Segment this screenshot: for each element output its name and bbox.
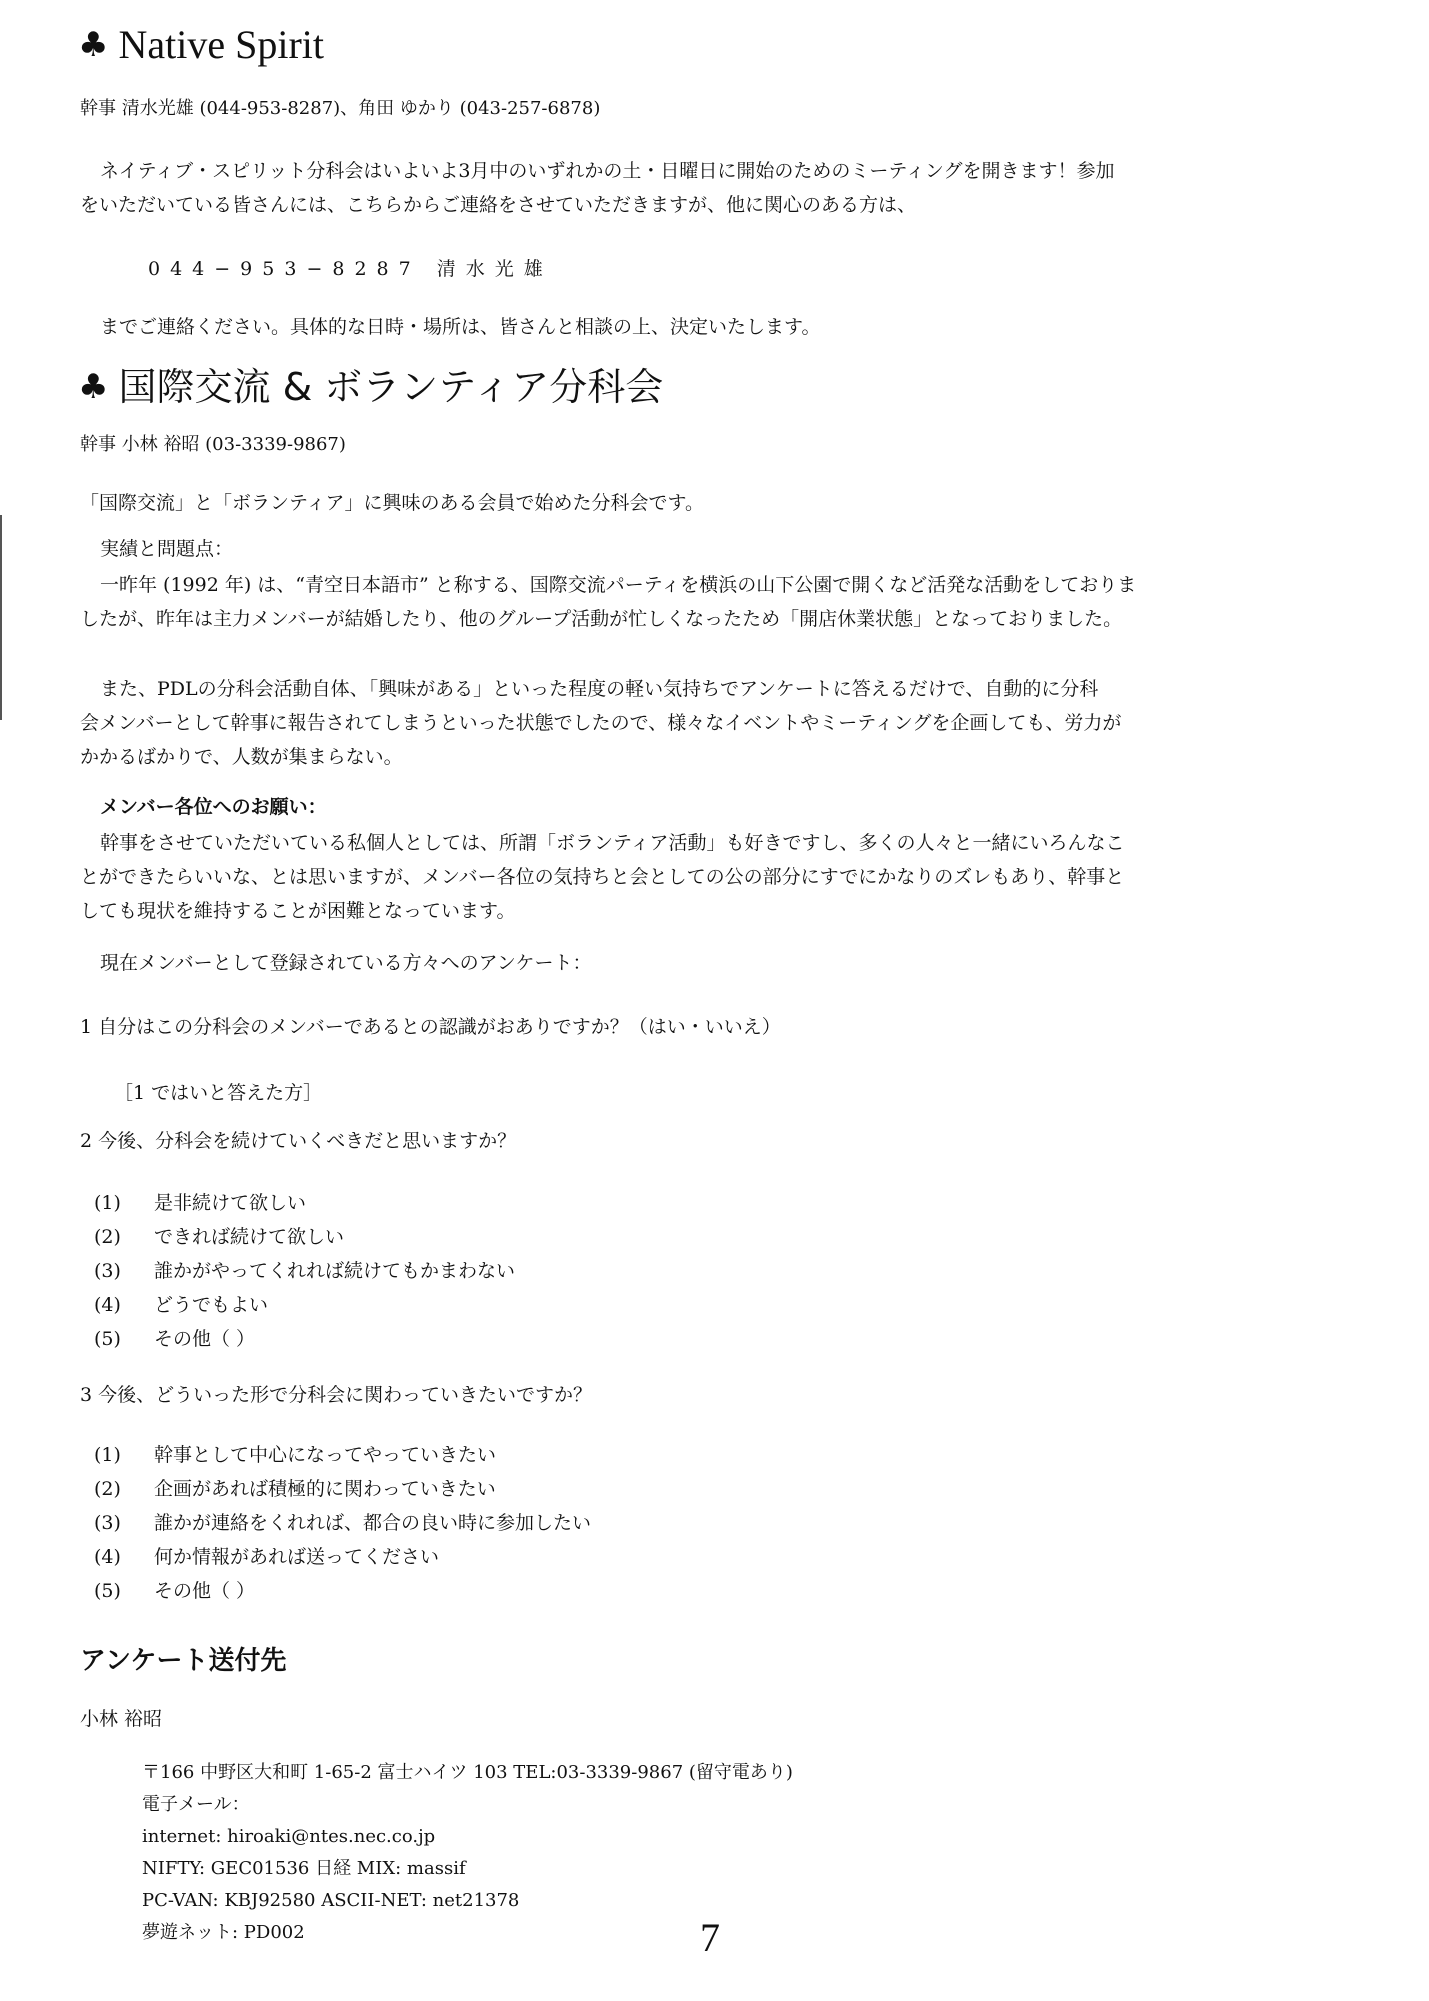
paragraph-line: 幹事をさせていただいている私個人としては、所謂「ボランティア活動」も好きですし、多くの人々と一緒にいろんなこ xyxy=(100,832,1125,854)
survey-question: 2 今後、分科会を続けていくべきだと思いますか？ xyxy=(80,1130,517,1152)
survey-option xyxy=(94,1186,515,1220)
option-text: 企画があれば積極的に関わっていきたい xyxy=(154,1478,496,1500)
email-muyu: 夢遊ネット: PD002 xyxy=(142,1922,305,1943)
email-pcvan: PC-VAN: KBJ92580 ASCII-NET: net21378 xyxy=(142,1890,520,1911)
survey-option xyxy=(94,1288,515,1322)
option-number: (1) xyxy=(94,1444,121,1466)
survey-option xyxy=(94,1220,515,1254)
option-number: (5) xyxy=(94,1328,121,1350)
option-number: (4) xyxy=(94,1294,121,1316)
option-number: (4) xyxy=(94,1546,121,1568)
section-heading xyxy=(78,364,663,410)
page-number: 7 xyxy=(700,1915,720,1960)
survey-options-q2 xyxy=(94,1186,515,1356)
email-label: 電子メール： xyxy=(142,1794,250,1815)
paragraph-line: また、PDLの分科会活動自体、「興味がある」といった程度の軽い気持ちでアンケートに答えるだけで、自動的に分科 xyxy=(100,678,1099,700)
survey-intro: 現在メンバーとして登録されている方々へのアンケート： xyxy=(100,952,592,974)
club-suit-icon: ♣ xyxy=(78,367,109,407)
survey-option xyxy=(94,1322,515,1356)
option-text: 是非続けて欲しい xyxy=(154,1192,307,1214)
paragraph-line: かかるばかりで、人数が集まらない。 xyxy=(80,746,403,768)
paragraph-line: とができたらいいな、とは思いますが、メンバー各位の気持ちと会としての公の部分にすでにかなりのズレもあり、幹事と xyxy=(80,866,1125,888)
survey-note: ［1 ではいと答えた方］ xyxy=(114,1082,323,1104)
section-heading xyxy=(78,22,324,68)
address-line: 〒166 中野区大和町 1-65-2 富士ハイツ 103 TEL:03-3339-9867 (留守電あり) xyxy=(142,1762,793,1783)
club-suit-icon: ♣ xyxy=(78,25,109,65)
organizers-line: 幹事 清水光雄 (044-953-8287)、角田 ゆかり (043-257-6878) xyxy=(80,98,601,119)
survey-question: 3 今後、どういった形で分科会に関わっていきたいですか？ xyxy=(80,1384,592,1406)
option-number: (1) xyxy=(94,1192,121,1214)
option-text: できれば続けて欲しい xyxy=(154,1226,345,1248)
email-nifty: NIFTY: GEC01536 日経 MIX: massif xyxy=(142,1858,466,1879)
scan-margin-line xyxy=(0,515,2,720)
option-number: (3) xyxy=(94,1512,121,1534)
option-number: (3) xyxy=(94,1260,121,1282)
survey-option xyxy=(94,1254,515,1288)
section-title: Native Spirit xyxy=(118,22,325,67)
paragraph-line: したが、昨年は主力メンバーが結婚したり、他のグループ活動が忙しくなったため「開店休業状態」となっておりました。 xyxy=(80,608,1123,630)
survey-option xyxy=(94,1472,591,1506)
survey-option xyxy=(94,1540,591,1574)
contact-line: 044−953−8287 清水光雄 xyxy=(148,258,553,280)
option-text: 誰かがやってくれれば続けてもかまわない xyxy=(154,1260,516,1282)
option-text: その他（ ） xyxy=(154,1328,256,1350)
send-to-heading: アンケート送付先 xyxy=(80,1646,287,1676)
paragraph-line: しても現状を維持することが困難となっています。 xyxy=(80,900,516,922)
option-number: (2) xyxy=(94,1226,121,1248)
subheading: 実績と問題点： xyxy=(100,538,234,560)
option-text: どうでもよい xyxy=(154,1294,269,1316)
paragraph-line: をいただいている皆さんには、こちらからご連絡をさせていただきますが、他に関心のある方は、 xyxy=(80,194,917,216)
option-text: 何か情報があれば送ってください xyxy=(154,1546,440,1568)
survey-option xyxy=(94,1506,591,1540)
paragraph-line: ネイティブ・スピリット分科会はいよいよ3月中のいずれかの土・日曜日に開始のためのミーティングを開きます！参加 xyxy=(100,160,1115,182)
survey-option xyxy=(94,1574,591,1608)
option-number: (2) xyxy=(94,1478,121,1500)
paragraph-line: までご連絡ください。具体的な日時・場所は、皆さんと相談の上、決定いたします。 xyxy=(100,316,821,338)
option-text: その他（ ） xyxy=(154,1580,256,1602)
send-to-name: 小林 裕昭 xyxy=(80,1708,163,1730)
paragraph-line: 会メンバーとして幹事に報告されてしまうといった状態でしたので、様々なイベントやミーティングを企画しても、労力が xyxy=(80,712,1122,734)
organizer-line: 幹事 小林 裕昭 (03-3339-9867) xyxy=(80,434,346,455)
survey-option xyxy=(94,1438,591,1472)
option-text: 幹事として中心になってやっていきたい xyxy=(154,1444,497,1466)
subheading: メンバー各位へのお願い： xyxy=(100,796,327,818)
option-text: 誰かが連絡をくれれば、都合の良い時に参加したい xyxy=(154,1512,592,1534)
survey-question: 1 自分はこの分科会のメンバーであるとの認識がおありですか？（はい・いいえ） xyxy=(80,1016,781,1038)
intro-line: 「国際交流」と「ボランティア」に興味のある会員で始めた分科会です。 xyxy=(80,492,704,514)
survey-options-q3 xyxy=(94,1438,591,1608)
paragraph-line: 一昨年 (1992 年) は、“青空日本語市” と称する、国際交流パーティを横浜の山下公園で開くなど活発な活動をしておりま xyxy=(100,574,1137,596)
email-internet: internet: hiroaki@ntes.nec.co.jp xyxy=(142,1826,436,1847)
section-title: 国際交流 & ボランティア分科会 xyxy=(118,365,664,409)
option-number: (5) xyxy=(94,1580,121,1602)
